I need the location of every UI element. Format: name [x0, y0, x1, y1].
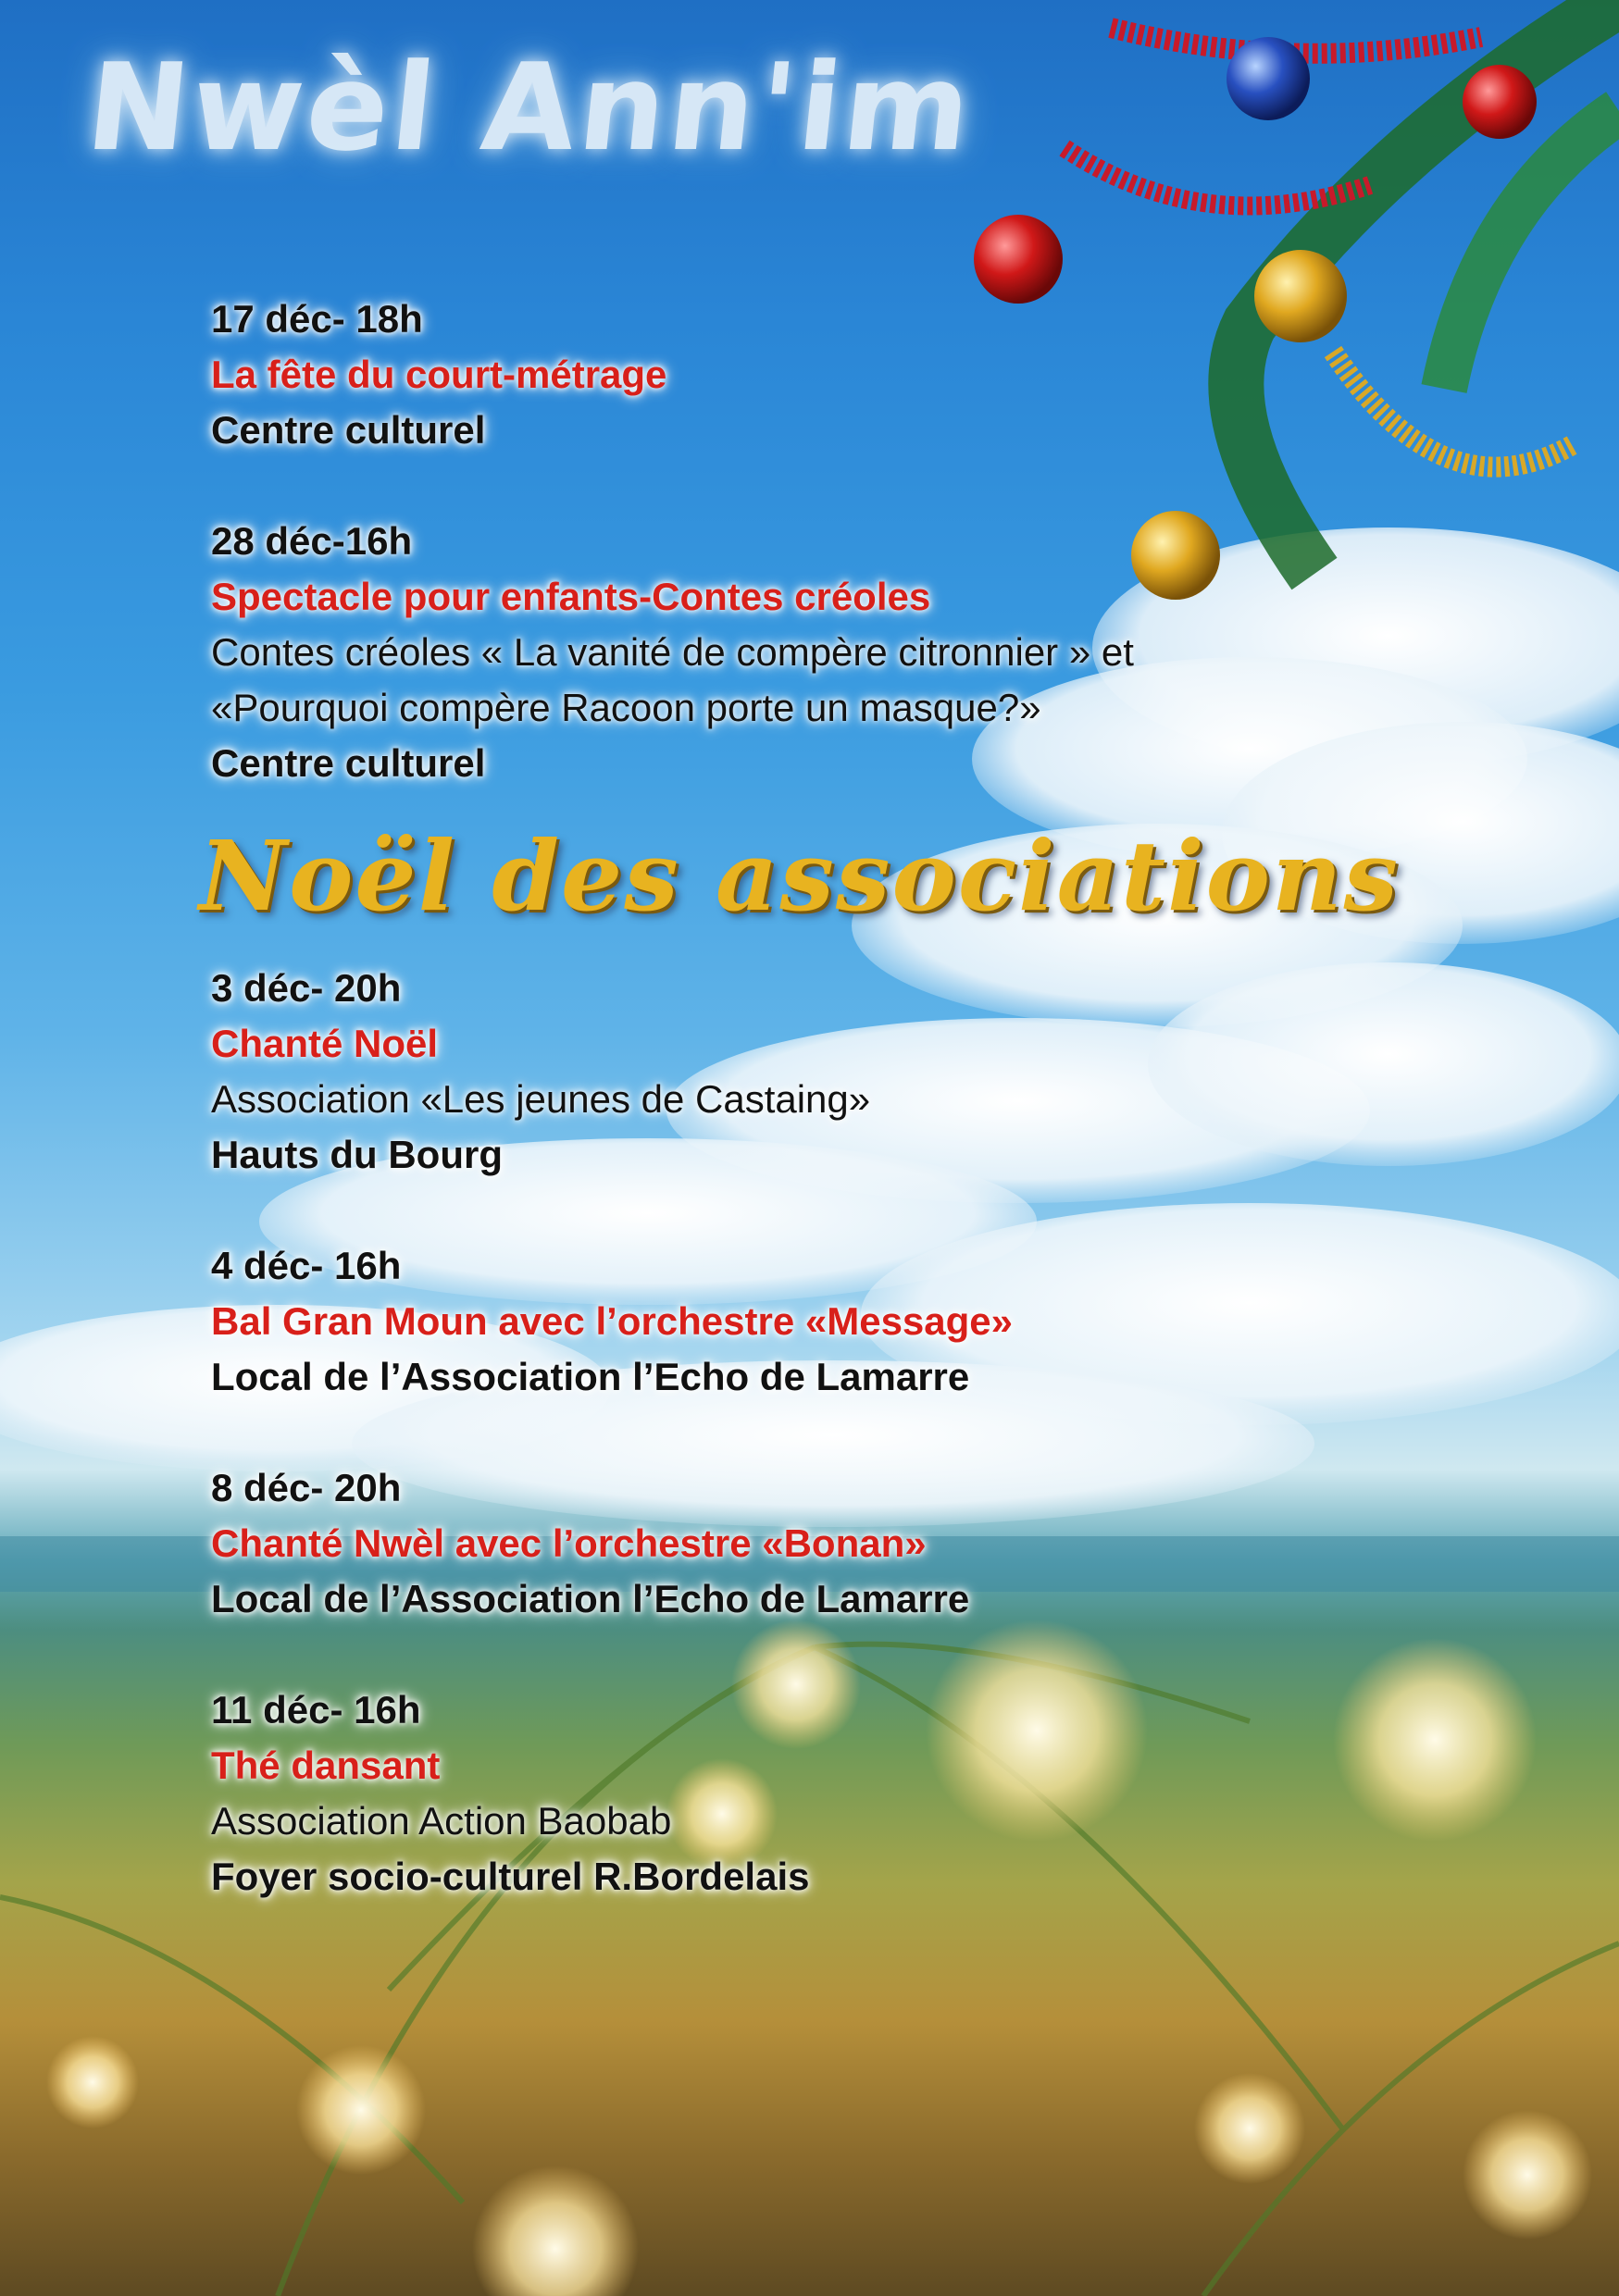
event-item	[211, 961, 1013, 1183]
event-date: 4 déc- 16h	[211, 1244, 402, 1287]
event-item	[211, 1238, 1013, 1405]
event-title: La fête du court-métrage	[211, 353, 667, 396]
event-description: Association «Les jeunes de Castaing»	[211, 1077, 871, 1121]
event-place: Centre culturel	[211, 741, 486, 785]
event-description: Association Action Baobab	[211, 1799, 672, 1843]
event-date: 3 déc- 20h	[211, 966, 402, 1010]
event-date: 11 déc- 16h	[211, 1688, 421, 1731]
event-place: Local de l’Association l’Echo de Lamarre	[211, 1355, 970, 1398]
event-place: Local de l’Association l’Echo de Lamarre	[211, 1577, 970, 1620]
event-date: 17 déc- 18h	[211, 297, 423, 341]
event-description: Contes créoles « La vanité de compère citronnier » et	[211, 630, 1134, 674]
event-item	[211, 1682, 1013, 1905]
event-title: Chanté Nwèl avec l’orchestre «Bonan»	[211, 1521, 927, 1565]
header-title: Nwèl Ann'im	[81, 37, 981, 178]
event-title: Thé dansant	[211, 1744, 441, 1787]
event-place: Hauts du Bourg	[211, 1133, 503, 1176]
event-title: Chanté Noël	[211, 1022, 439, 1065]
event-item	[211, 292, 1134, 458]
section-heading: Noël des associations	[199, 819, 1401, 933]
event-place: Foyer socio-culturel R.Bordelais	[211, 1855, 810, 1898]
events-bottom	[211, 961, 1013, 1905]
event-date: 28 déc-16h	[211, 519, 413, 563]
event-description: «Pourquoi compère Racoon porte un masque?»	[211, 686, 1041, 729]
event-place: Centre culturel	[211, 408, 486, 452]
event-item	[211, 514, 1134, 791]
event-title: Bal Gran Moun avec l’orchestre «Message»	[211, 1299, 1014, 1343]
event-item	[211, 1460, 1013, 1627]
event-title: Spectacle pour enfants-Contes créoles	[211, 575, 931, 618]
events-top	[211, 292, 1134, 791]
event-date: 8 déc- 20h	[211, 1466, 402, 1509]
